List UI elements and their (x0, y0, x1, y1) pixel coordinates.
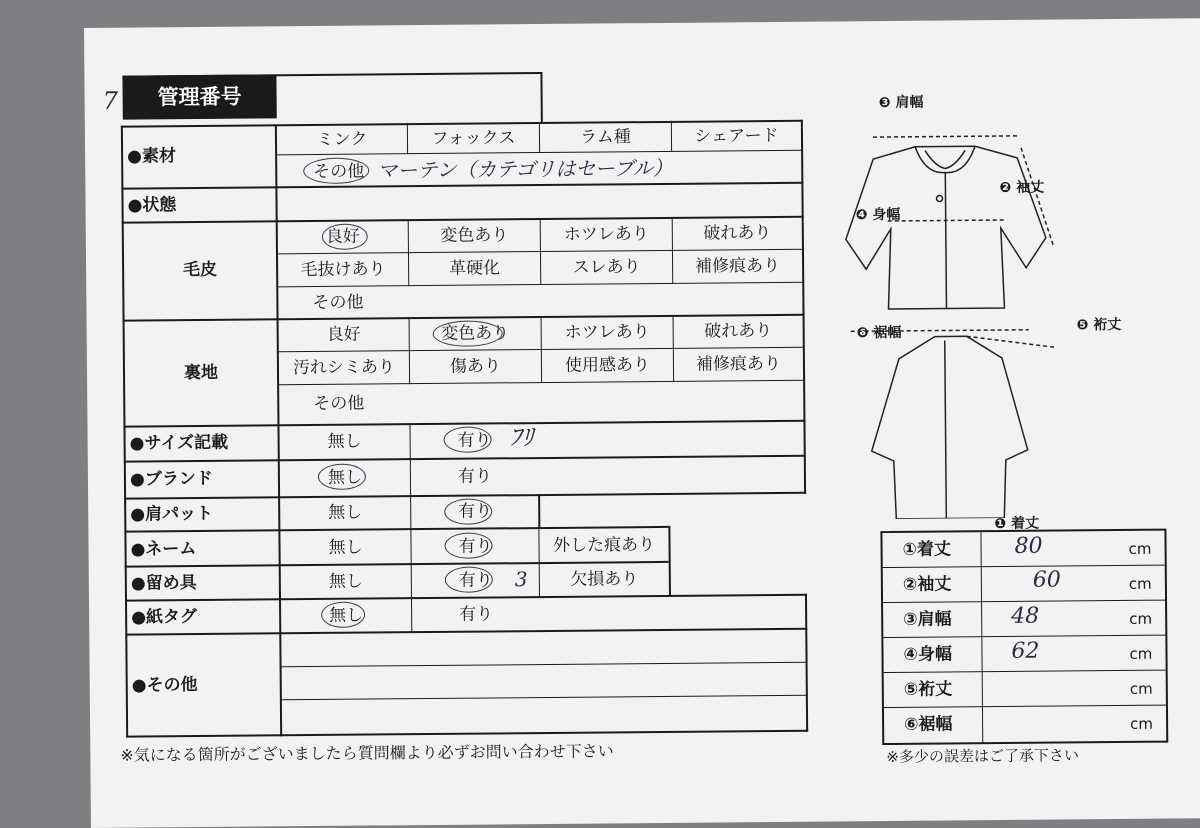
measure-unit: cm (1129, 679, 1153, 698)
fur-other: その他 (312, 292, 364, 314)
fastener-missing: 欠損あり (570, 569, 639, 590)
measure-value: 62 (1011, 638, 1040, 664)
measure-unit: cm (1128, 574, 1152, 593)
fur-option: 毛抜けあり (300, 259, 386, 281)
label-shoulder-pad: ●肩パット (130, 503, 214, 525)
option-sheared: シェアード (694, 125, 779, 147)
measure-label: ③肩幅 (903, 609, 952, 630)
label-lining: 裏地 (183, 362, 219, 384)
diagram-shoulder-label: ❸ 肩幅 (878, 94, 924, 112)
label-paper-tag: ●紙タグ (131, 607, 198, 628)
pad-yes: 有り (458, 501, 493, 522)
label-other: ●その他 (131, 675, 198, 696)
measure-unit: cm (1129, 609, 1153, 628)
option-fox: フォックス (431, 128, 516, 149)
lining-option: 傷あり (449, 356, 502, 377)
fur-option: ホツレあり (563, 224, 649, 245)
label-fastener: ●留め具 (130, 573, 197, 594)
diagram-sleeve-label: ❷ 袖丈 (999, 179, 1045, 197)
name-none: 無し (328, 537, 363, 558)
measure-value: 80 (1014, 533, 1043, 559)
measure-unit: cm (1128, 539, 1152, 558)
measure-unit: cm (1130, 714, 1154, 733)
material-handwriting: マーテン（カテゴリはセーブル） (377, 155, 673, 183)
fastener-none: 無し (328, 571, 363, 592)
papertag-yes: 有り (459, 604, 494, 625)
measure-unit: cm (1129, 644, 1153, 663)
measure-value: 60 (1032, 567, 1061, 593)
fur-option: スレあり (572, 257, 641, 278)
name-yes: 有り (458, 536, 493, 557)
size-yes: 有り (457, 430, 492, 451)
lining-other: その他 (313, 393, 365, 415)
lining-option: 良好 (326, 324, 361, 345)
measure-label: ⑥裾幅 (904, 714, 953, 735)
diagram-hem-label: ❻ 裾幅 (856, 324, 902, 342)
diagram-length-label: ❶ 着丈 (994, 515, 1040, 533)
label-condition: ●状態 (127, 195, 177, 216)
lining-option: 破れあり (704, 321, 773, 342)
name-removed: 外した痕あり (552, 535, 656, 556)
fur-option: 変色あり (440, 225, 509, 246)
measurement-table (880, 529, 1168, 745)
label-name-tag: ●ネーム (130, 539, 197, 560)
option-mink: ミンク (316, 129, 368, 150)
brand-none: 無し (327, 467, 363, 488)
label-fur: 毛皮 (183, 259, 218, 281)
diagram-body-label: ❹ 身幅 (855, 206, 901, 224)
fur-option: 補修痕あり (695, 255, 781, 277)
lining-option: 補修痕あり (695, 353, 782, 375)
diagram-yuki-label: ❺ 裄丈 (1076, 316, 1122, 334)
size-handwriting: ﾌﾘ (509, 423, 534, 452)
page-title: 管理番号 (122, 74, 276, 119)
garment-diagram (824, 77, 1088, 519)
brand-yes: 有り (457, 466, 493, 487)
lining-option: 使用感あり (564, 355, 651, 376)
measure-label: ②袖丈 (902, 574, 952, 595)
pad-none: 無し (328, 502, 363, 523)
lining-option: 汚れシミあり (292, 357, 396, 379)
fastener-handwriting: 3 (514, 567, 528, 592)
fur-option: 良好 (325, 226, 360, 247)
tolerance-note: ※多少の誤差はご了承下さい (886, 746, 1080, 767)
measure-label: ④身幅 (903, 644, 952, 665)
label-size: ●サイズ記載 (129, 432, 229, 454)
measure-label: ⑤裄丈 (903, 679, 953, 700)
lining-option: 変色あり (441, 323, 510, 344)
label-material: ●素材 (127, 146, 177, 167)
lining-option: ホツレあり (564, 322, 650, 343)
fastener-yes: 有り (458, 570, 493, 591)
fur-option: 破れあり (703, 223, 772, 244)
label-brand: ●ブランド (129, 468, 213, 490)
option-material-other: その他 (313, 161, 365, 183)
inspection-sheet (84, 18, 1200, 828)
footer-note: ※気になる箇所がございましたら質問欄より必ずお問い合わせ下さい (120, 741, 614, 765)
measure-label: ①着丈 (902, 539, 952, 560)
margin-mark: 7 (102, 86, 119, 115)
papertag-none: 無し (329, 605, 364, 626)
measure-value: 48 (1011, 603, 1040, 629)
size-none: 無し (327, 431, 362, 452)
option-lamb: ラム種 (579, 127, 631, 148)
fur-option: 革硬化 (449, 258, 501, 279)
